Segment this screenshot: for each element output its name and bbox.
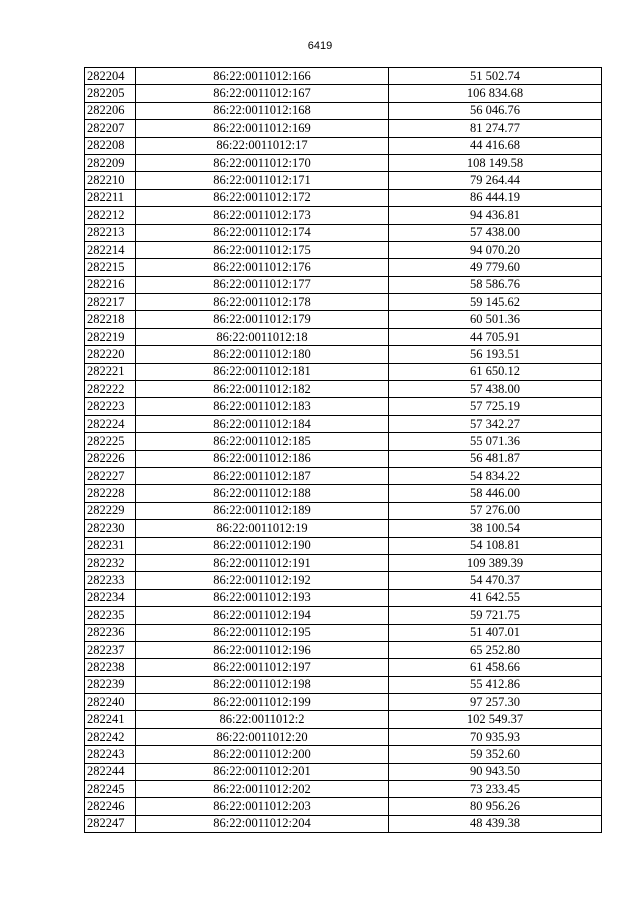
row-number-cell: 282213 [85, 224, 136, 241]
row-number-cell: 282216 [85, 276, 136, 293]
cadastral-value-cell: 108 149.58 [389, 154, 602, 171]
row-number-cell: 282207 [85, 120, 136, 137]
row-number-cell: 282204 [85, 68, 136, 85]
cadastral-number-cell: 86:22:0011012:186 [136, 450, 389, 467]
table-row [85, 102, 602, 119]
row-number-cell: 282246 [85, 798, 136, 815]
cadastral-value-cell: 44 416.68 [389, 137, 602, 154]
cadastral-value-cell: 81 274.77 [389, 120, 602, 137]
table-row [85, 433, 602, 450]
cadastral-value-cell: 102 549.37 [389, 711, 602, 728]
row-number-cell: 282215 [85, 259, 136, 276]
table-row [85, 467, 602, 484]
row-number-cell: 282206 [85, 102, 136, 119]
cadastral-number-cell: 86:22:0011012:167 [136, 85, 389, 102]
table-row [85, 398, 602, 415]
cadastral-value-cell: 38 100.54 [389, 520, 602, 537]
row-number-cell: 282229 [85, 502, 136, 519]
row-number-cell: 282235 [85, 607, 136, 624]
table-body [85, 68, 602, 833]
table-row [85, 154, 602, 171]
table-row [85, 294, 602, 311]
cadastral-value-cell: 55 412.86 [389, 676, 602, 693]
cadastral-number-cell: 86:22:0011012:199 [136, 694, 389, 711]
cadastral-number-cell: 86:22:0011012:183 [136, 398, 389, 415]
cadastral-number-cell: 86:22:0011012:184 [136, 415, 389, 432]
cadastral-value-cell: 57 342.27 [389, 415, 602, 432]
table-row [85, 241, 602, 258]
cadastral-value-cell: 61 650.12 [389, 363, 602, 380]
row-number-cell: 282247 [85, 815, 136, 832]
cadastral-value-cell: 41 642.55 [389, 589, 602, 606]
cadastral-number-cell: 86:22:0011012:20 [136, 728, 389, 745]
cadastral-value-cell: 48 439.38 [389, 815, 602, 832]
table-row [85, 746, 602, 763]
table-row [85, 520, 602, 537]
table-row [85, 676, 602, 693]
cadastral-number-cell: 86:22:0011012:171 [136, 172, 389, 189]
row-number-cell: 282233 [85, 572, 136, 589]
table-row [85, 189, 602, 206]
table-row [85, 224, 602, 241]
cadastral-number-cell: 86:22:0011012:177 [136, 276, 389, 293]
page-number: 6419 [307, 40, 333, 52]
cadastral-value-cell: 54 470.37 [389, 572, 602, 589]
table-row [85, 641, 602, 658]
row-number-cell: 282244 [85, 763, 136, 780]
cadastral-number-cell: 86:22:0011012:195 [136, 624, 389, 641]
cadastral-number-cell: 86:22:0011012:18 [136, 328, 389, 345]
table-row [85, 728, 602, 745]
cadastral-value-cell: 51 502.74 [389, 68, 602, 85]
table-row [85, 502, 602, 519]
cadastral-number-cell: 86:22:0011012:178 [136, 294, 389, 311]
cadastral-value-cell: 56 193.51 [389, 346, 602, 363]
row-number-cell: 282240 [85, 694, 136, 711]
cadastral-value-cell: 106 834.68 [389, 85, 602, 102]
cadastral-value-cell: 54 834.22 [389, 467, 602, 484]
table-row [85, 207, 602, 224]
row-number-cell: 282225 [85, 433, 136, 450]
cadastral-number-cell: 86:22:0011012:2 [136, 711, 389, 728]
table-row [85, 781, 602, 798]
cadastral-number-cell: 86:22:0011012:193 [136, 589, 389, 606]
cadastral-value-cell: 94 436.81 [389, 207, 602, 224]
row-number-cell: 282228 [85, 485, 136, 502]
row-number-cell: 282218 [85, 311, 136, 328]
row-number-cell: 282236 [85, 624, 136, 641]
row-number-cell: 282205 [85, 85, 136, 102]
cadastral-number-cell: 86:22:0011012:168 [136, 102, 389, 119]
cadastral-value-cell: 65 252.80 [389, 641, 602, 658]
cadastral-value-cell: 58 446.00 [389, 485, 602, 502]
table-row [85, 328, 602, 345]
table-row [85, 554, 602, 571]
table-row [85, 120, 602, 137]
cadastral-number-cell: 86:22:0011012:189 [136, 502, 389, 519]
table-row [85, 485, 602, 502]
row-number-cell: 282231 [85, 537, 136, 554]
table-row [85, 589, 602, 606]
cadastral-value-cell: 56 046.76 [389, 102, 602, 119]
cadastral-value-cell: 57 276.00 [389, 502, 602, 519]
row-number-cell: 282224 [85, 415, 136, 432]
cadastral-value-cell: 80 956.26 [389, 798, 602, 815]
row-number-cell: 282210 [85, 172, 136, 189]
table-row [85, 624, 602, 641]
row-number-cell: 282212 [85, 207, 136, 224]
cadastral-value-cell: 57 438.00 [389, 224, 602, 241]
cadastral-value-table [84, 67, 602, 833]
row-number-cell: 282232 [85, 554, 136, 571]
cadastral-number-cell: 86:22:0011012:192 [136, 572, 389, 589]
row-number-cell: 282223 [85, 398, 136, 415]
cadastral-value-cell: 56 481.87 [389, 450, 602, 467]
cadastral-number-cell: 86:22:0011012:181 [136, 363, 389, 380]
cadastral-value-cell: 60 501.36 [389, 311, 602, 328]
row-number-cell: 282238 [85, 659, 136, 676]
cadastral-number-cell: 86:22:0011012:188 [136, 485, 389, 502]
cadastral-number-cell: 86:22:0011012:200 [136, 746, 389, 763]
cadastral-number-cell: 86:22:0011012:19 [136, 520, 389, 537]
cadastral-value-cell: 90 943.50 [389, 763, 602, 780]
row-number-cell: 282211 [85, 189, 136, 206]
cadastral-value-cell: 94 070.20 [389, 241, 602, 258]
cadastral-value-cell: 73 233.45 [389, 781, 602, 798]
table-row [85, 381, 602, 398]
table-row [85, 68, 602, 85]
table-row [85, 415, 602, 432]
cadastral-number-cell: 86:22:0011012:201 [136, 763, 389, 780]
row-number-cell: 282221 [85, 363, 136, 380]
row-number-cell: 282208 [85, 137, 136, 154]
cadastral-value-cell: 97 257.30 [389, 694, 602, 711]
table-row [85, 815, 602, 832]
table-row [85, 607, 602, 624]
cadastral-number-cell: 86:22:0011012:169 [136, 120, 389, 137]
row-number-cell: 282242 [85, 728, 136, 745]
cadastral-value-cell: 57 725.19 [389, 398, 602, 415]
table-row [85, 711, 602, 728]
table-row [85, 137, 602, 154]
cadastral-number-cell: 86:22:0011012:196 [136, 641, 389, 658]
row-number-cell: 282226 [85, 450, 136, 467]
cadastral-number-cell: 86:22:0011012:198 [136, 676, 389, 693]
cadastral-number-cell: 86:22:0011012:172 [136, 189, 389, 206]
row-number-cell: 282234 [85, 589, 136, 606]
cadastral-value-cell: 59 721.75 [389, 607, 602, 624]
cadastral-number-cell: 86:22:0011012:170 [136, 154, 389, 171]
cadastral-value-cell: 58 586.76 [389, 276, 602, 293]
row-number-cell: 282245 [85, 781, 136, 798]
table-row [85, 694, 602, 711]
table-row [85, 276, 602, 293]
cadastral-number-cell: 86:22:0011012:176 [136, 259, 389, 276]
cadastral-number-cell: 86:22:0011012:191 [136, 554, 389, 571]
cadastral-number-cell: 86:22:0011012:179 [136, 311, 389, 328]
row-number-cell: 282220 [85, 346, 136, 363]
cadastral-number-cell: 86:22:0011012:197 [136, 659, 389, 676]
row-number-cell: 282243 [85, 746, 136, 763]
table-row [85, 572, 602, 589]
cadastral-value-cell: 61 458.66 [389, 659, 602, 676]
cadastral-number-cell: 86:22:0011012:180 [136, 346, 389, 363]
cadastral-value-cell: 49 779.60 [389, 259, 602, 276]
table-row [85, 259, 602, 276]
row-number-cell: 282241 [85, 711, 136, 728]
cadastral-value-cell: 86 444.19 [389, 189, 602, 206]
row-number-cell: 282217 [85, 294, 136, 311]
cadastral-number-cell: 86:22:0011012:173 [136, 207, 389, 224]
cadastral-number-cell: 86:22:0011012:202 [136, 781, 389, 798]
cadastral-number-cell: 86:22:0011012:187 [136, 467, 389, 484]
cadastral-number-cell: 86:22:0011012:182 [136, 381, 389, 398]
table-row [85, 659, 602, 676]
cadastral-value-cell: 54 108.81 [389, 537, 602, 554]
cadastral-number-cell: 86:22:0011012:174 [136, 224, 389, 241]
cadastral-number-cell: 86:22:0011012:204 [136, 815, 389, 832]
row-number-cell: 282222 [85, 381, 136, 398]
row-number-cell: 282219 [85, 328, 136, 345]
cadastral-number-cell: 86:22:0011012:203 [136, 798, 389, 815]
table-row [85, 450, 602, 467]
cadastral-number-cell: 86:22:0011012:185 [136, 433, 389, 450]
cadastral-value-cell: 59 352.60 [389, 746, 602, 763]
cadastral-number-cell: 86:22:0011012:166 [136, 68, 389, 85]
table-row [85, 363, 602, 380]
table-row [85, 172, 602, 189]
cadastral-value-cell: 44 705.91 [389, 328, 602, 345]
table-row [85, 85, 602, 102]
table-row [85, 763, 602, 780]
cadastral-number-cell: 86:22:0011012:17 [136, 137, 389, 154]
cadastral-value-cell: 70 935.93 [389, 728, 602, 745]
table-row [85, 311, 602, 328]
table-row [85, 346, 602, 363]
cadastral-value-cell: 59 145.62 [389, 294, 602, 311]
cadastral-value-cell: 57 438.00 [389, 381, 602, 398]
cadastral-value-cell: 109 389.39 [389, 554, 602, 571]
row-number-cell: 282230 [85, 520, 136, 537]
table-row [85, 798, 602, 815]
cadastral-value-cell: 79 264.44 [389, 172, 602, 189]
row-number-cell: 282227 [85, 467, 136, 484]
cadastral-number-cell: 86:22:0011012:194 [136, 607, 389, 624]
row-number-cell: 282214 [85, 241, 136, 258]
cadastral-value-cell: 51 407.01 [389, 624, 602, 641]
cadastral-number-cell: 86:22:0011012:175 [136, 241, 389, 258]
table-row [85, 537, 602, 554]
cadastral-number-cell: 86:22:0011012:190 [136, 537, 389, 554]
row-number-cell: 282237 [85, 641, 136, 658]
row-number-cell: 282239 [85, 676, 136, 693]
cadastral-value-cell: 55 071.36 [389, 433, 602, 450]
row-number-cell: 282209 [85, 154, 136, 171]
